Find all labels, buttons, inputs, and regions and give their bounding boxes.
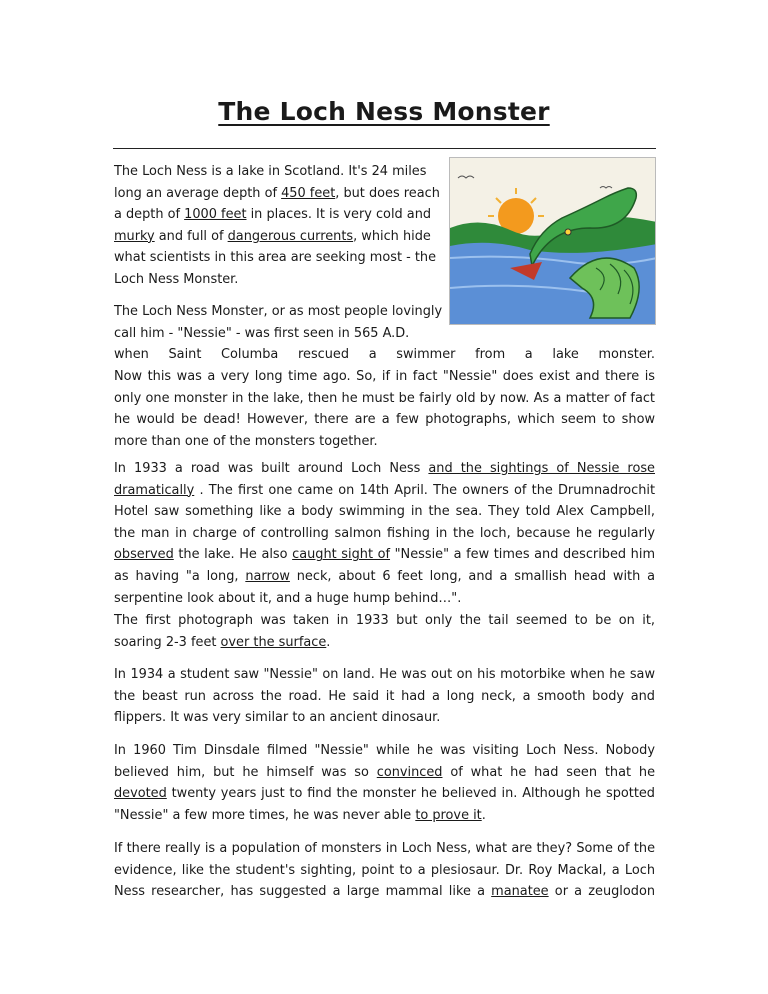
text-line: The Loch Ness Monster, or as most people lovingly [114, 304, 443, 319]
text-line-justified: when Saint Columba rescued a swimmer from a lake monster. [114, 347, 655, 362]
paragraph-nessie-first-seen-top [114, 301, 444, 344]
text-line: Loch Ness Monster. [114, 271, 239, 287]
text-line [114, 226, 444, 248]
text-run: . [481, 807, 486, 823]
underlined-text: over the surface [220, 634, 327, 650]
monster-drawing [450, 158, 656, 325]
text-run: long an average depth of [114, 185, 282, 201]
underlined-text: to prove it [415, 807, 482, 823]
loch-ness-monster-illustration [449, 157, 656, 325]
underlined-text: manatee [491, 884, 549, 900]
text-run: . [326, 634, 331, 650]
text-line: what scientists in this area are seeking most - the [114, 250, 437, 266]
underlined-text: devoted [114, 786, 167, 802]
page-title: The Loch Ness Monster [218, 97, 550, 126]
paragraph-1933-sightings [114, 458, 655, 609]
text-line [114, 204, 444, 226]
text-run: . The first one came on 14th April. The owners of the Drumnadrochit Hotel saw something like a body swimming in the sea. They told Alex Campbell, the man in charge of controlling salmon fishing in the loch, because he regularly [114, 482, 655, 541]
text-run: and full of [154, 228, 228, 244]
underlined-text: murky [114, 228, 155, 244]
text-run: In 1960 Tim Dinsdale filmed "Nessie" while he was visiting Loch Ness. Nobody believed him, but he himself was so [114, 743, 655, 780]
text-run: , which hide [353, 228, 431, 244]
paragraph-1934-student: In 1934 a student saw "Nessie" on land. He was out on his motorbike when he saw the beast run across the road. He said it had a long neck, a smooth body and flippers. It was very similar to an ancient dinosaur. [114, 667, 655, 726]
text-run: "Nessie" a few times and described him as having "a long, [114, 547, 655, 584]
text-run: twenty years just to find the monster he believed in. Although he spotted "Nessie" a few more times, he was never able [114, 786, 655, 823]
underlined-text: and the sightings of Nessie rose dramatically [114, 461, 655, 498]
text-run: , but does reach [335, 185, 440, 201]
text-run: in places. It is very cold and [246, 207, 432, 223]
text-run: a depth of [114, 207, 185, 223]
paragraph-1960-dinsdale [114, 740, 655, 826]
underlined-text: convinced [376, 764, 443, 780]
text-run: or a zeuglodon [548, 884, 655, 900]
paragraph-intro [114, 161, 444, 291]
text-run: In 1933 a road was built around Loch Ness [114, 461, 429, 476]
paragraph-nessie-first-seen-rest: Now this was a very long time ago. So, if in fact "Nessie" does exist and there is only one monster in the lake, then he must be fairly old by now. As a matter of fact he would be dead! However, there are a few photographs, which seem to show more than one of the monsters together. [114, 369, 655, 449]
text-line [114, 183, 444, 205]
paragraph-population-theories [114, 838, 655, 903]
paragraph-first-photograph [114, 610, 655, 653]
text-line: call him - "Nessie" - was first seen in 565 A.D. [114, 325, 410, 341]
underlined-text: dangerous currents [227, 228, 354, 244]
text-run: of what he had seen that he [442, 764, 655, 780]
text-run: neck, about 6 feet long, and a smallish head with a serpentine look about it, and a huge hump behind…". [114, 568, 655, 606]
text-line: The Loch Ness is a lake in Scotland. It's 24 miles [114, 164, 427, 179]
underlined-text: 450 feet [281, 185, 336, 201]
underlined-text: 1000 feet [184, 207, 247, 223]
underlined-text: observed [114, 547, 174, 563]
text-run: the lake. He also [173, 547, 293, 563]
text-run: The first photograph was taken in 1933 but only the tail seemed to be on it, soaring 2-3 feet [114, 613, 655, 650]
underlined-text: caught sight of [292, 547, 391, 563]
underlined-text: narrow [245, 568, 290, 584]
title-divider [113, 148, 656, 149]
text-run: If there really is a population of monsters in Loch Ness, what are they? Some of the evidence, like the student's sighting, point to a plesiosaur. Dr. Roy Mackal, a Loch Ness researcher, has suggested a large mammal like a [114, 841, 655, 900]
